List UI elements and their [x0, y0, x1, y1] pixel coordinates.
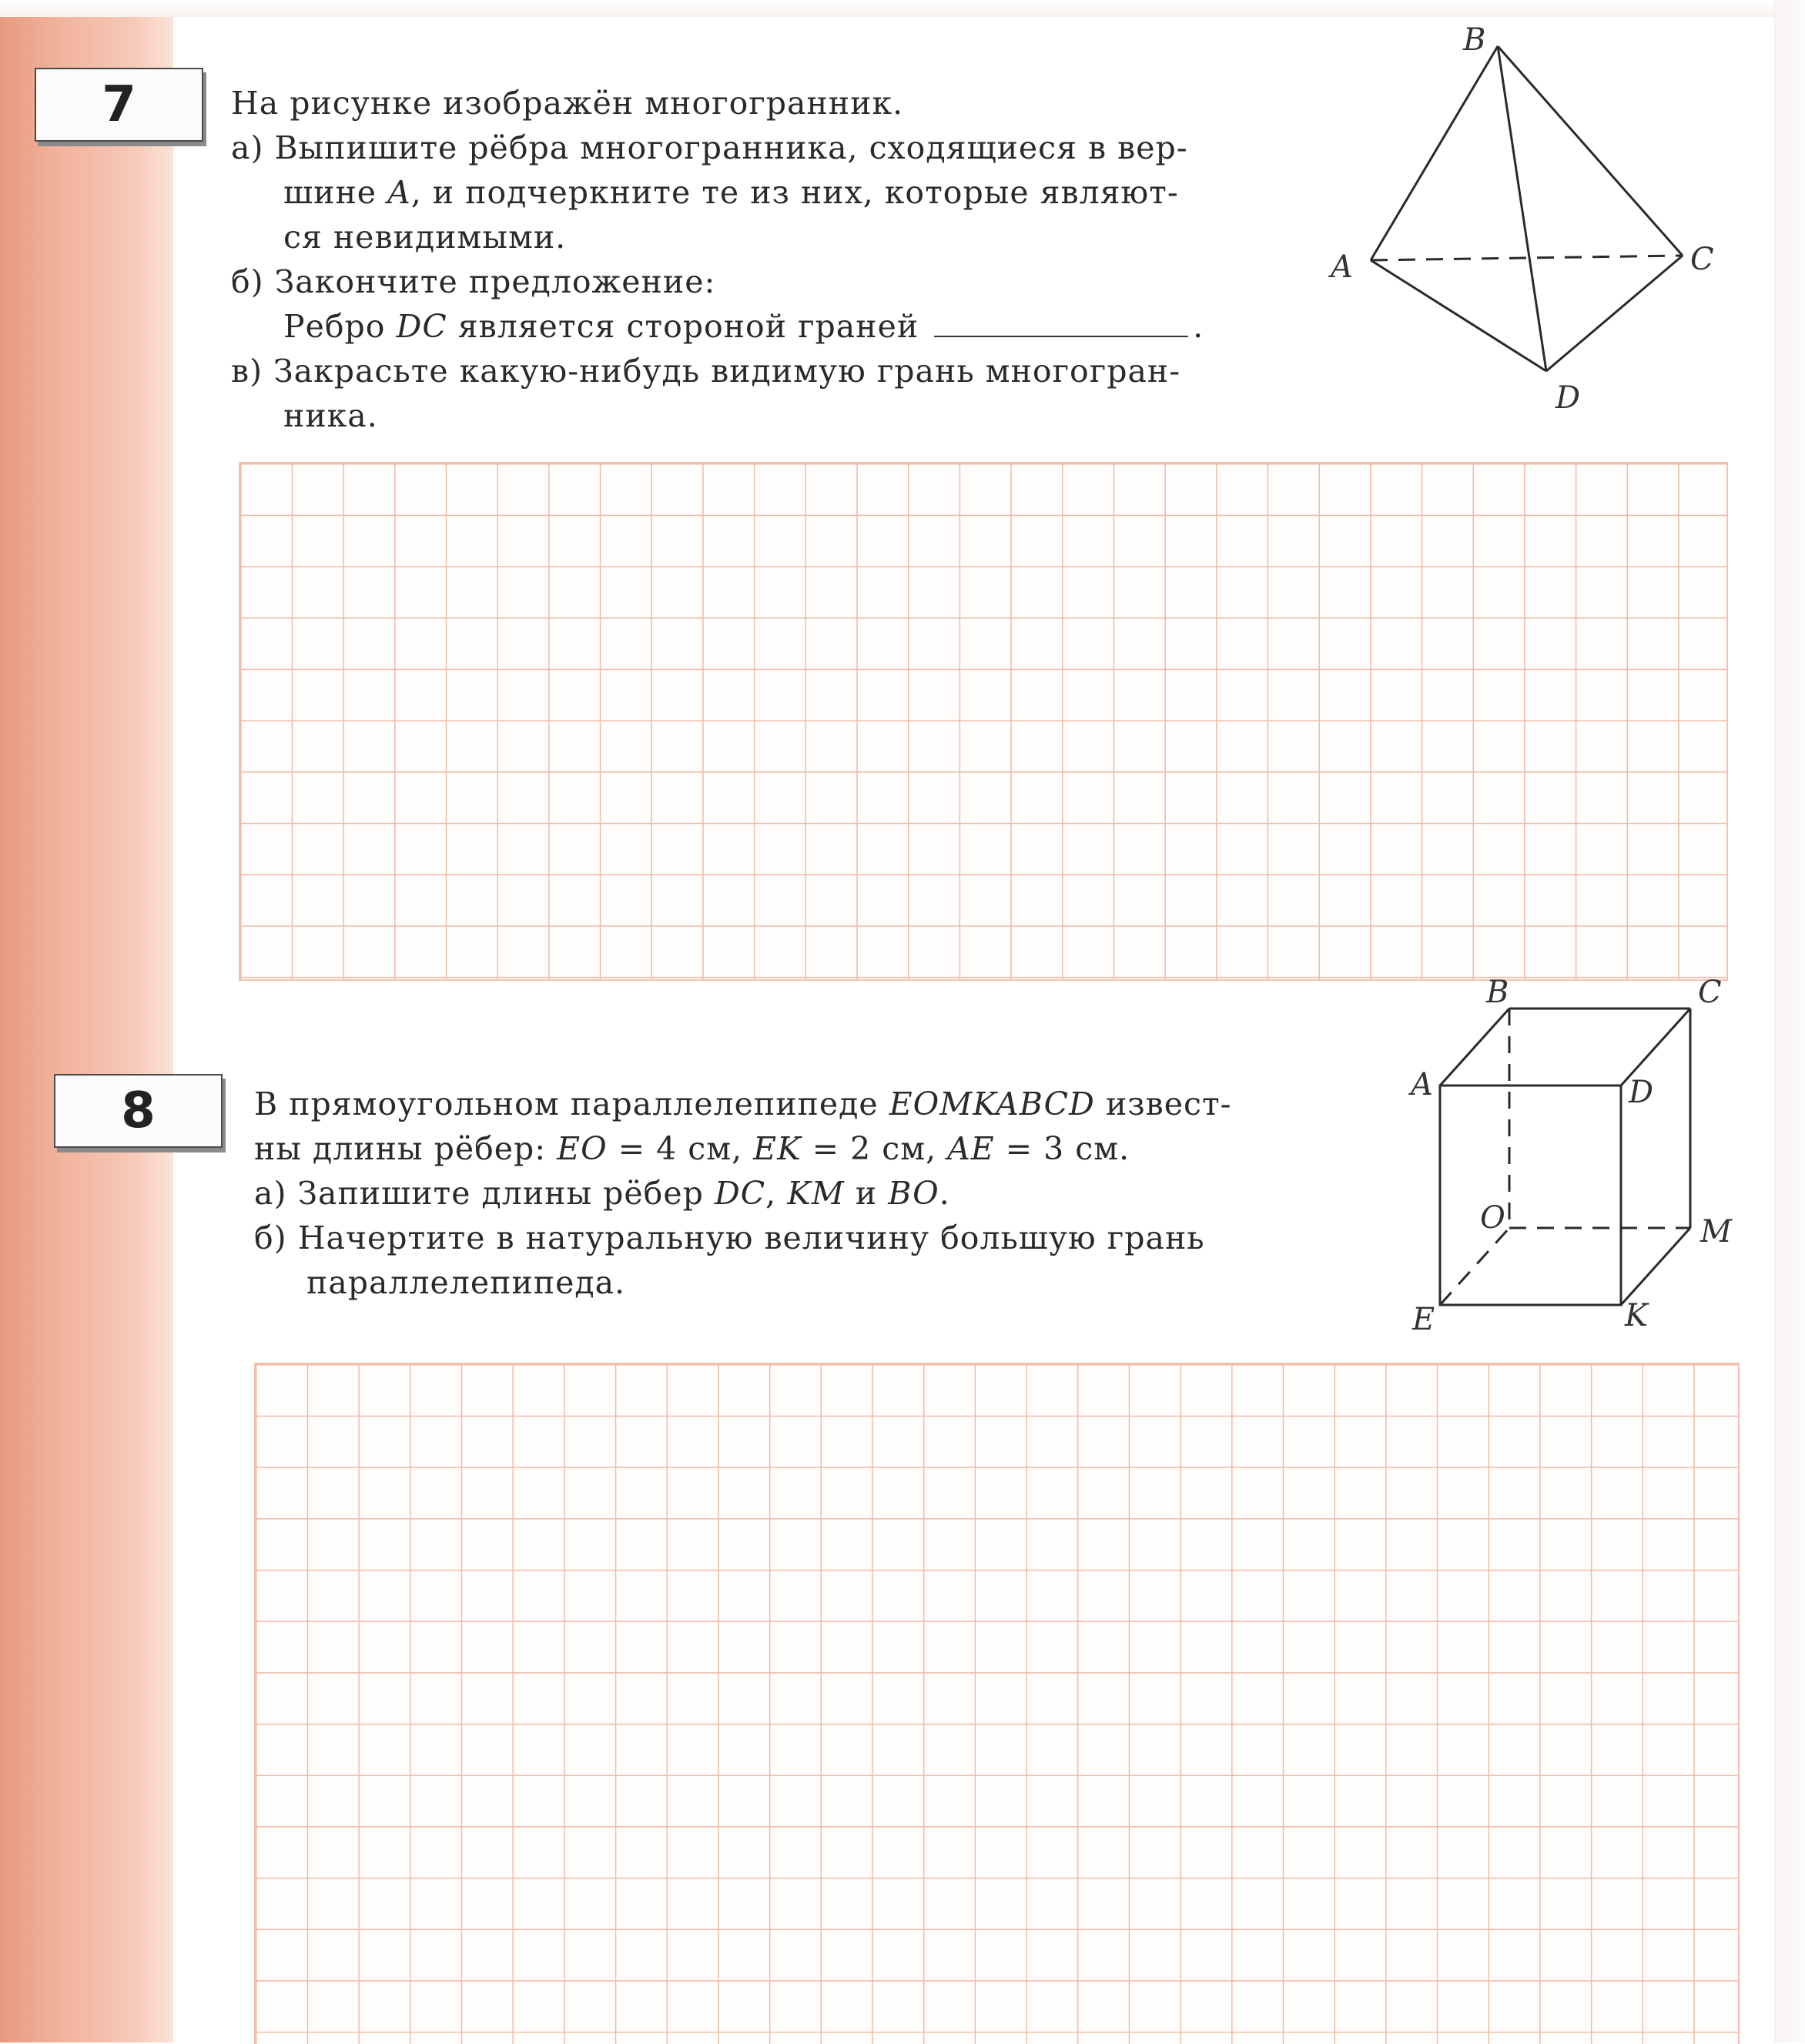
task-7-part-a-line1: а) Выпишите рёбра многогранника, сходящиеся в вер-: [231, 129, 1188, 166]
edge-cd: [1546, 256, 1683, 371]
task-7-part-c-line2: ника.: [283, 397, 378, 434]
vertex-d-label: D: [1556, 380, 1581, 416]
task-8-part-b-line1: б) Начертите в натуральную величину большую грань: [254, 1219, 1205, 1256]
task-8-part-a: а) Запишите длины рёбер DC, KM и BO.: [254, 1175, 950, 1212]
page-top-edge: [0, 0, 1805, 17]
vertex-m-label: M: [1700, 1214, 1732, 1249]
edge-ad: [1371, 260, 1546, 371]
task-8-part-b-line2: параллелепипеда.: [306, 1264, 626, 1301]
page-left-margin: [0, 0, 173, 2042]
task-7-part-b-line2: Ребро DC является стороной граней .: [283, 308, 1204, 345]
answer-grid-task-7[interactable]: [239, 462, 1728, 981]
task-8-line2: ны длины рёбер: EO = 4 см, EK = 2 см, AE = 3 см.: [254, 1130, 1130, 1167]
vertex-a-label: A: [387, 174, 411, 211]
task-7-part-a-line2: шине A, и подчеркните те из них, которые являют-: [283, 174, 1179, 211]
task-7-intro: На рисунке изображён многогранник.: [231, 85, 904, 122]
vertex-b-label: B: [1486, 978, 1509, 1010]
edge-ac-hidden: [1371, 256, 1683, 260]
page-right-edge: [1774, 0, 1805, 2042]
vertex-a-label: A: [1411, 1067, 1433, 1102]
edge-bd: [1498, 46, 1546, 371]
edge-ba: [1371, 46, 1498, 260]
task-8-number: 8: [54, 1074, 223, 1148]
task-7-part-a-line3: ся невидимыми.: [283, 219, 567, 256]
solid-name: EOMKABCD: [889, 1086, 1095, 1122]
task-7-text: [231, 81, 1204, 438]
task-8-text: [254, 1082, 1232, 1305]
tetrahedron-figure: [1324, 15, 1725, 416]
answer-blank[interactable]: [934, 335, 1188, 337]
vertex-d-label: D: [1629, 1075, 1654, 1110]
edge-dc: [1621, 1009, 1690, 1086]
vertex-c-label: C: [1690, 242, 1714, 277]
edge-dc-label: DC: [396, 308, 447, 345]
task-8-line1: В прямоугольном параллелепипеде EOMKABCD извест-: [254, 1086, 1232, 1122]
task-7-part-b-line1: б) Закончите предложение:: [231, 263, 716, 300]
front-face: [1440, 1086, 1621, 1305]
edge-eo-hidden: [1440, 1228, 1509, 1305]
vertex-c-label: C: [1698, 978, 1722, 1010]
vertex-a-label: A: [1331, 249, 1353, 285]
edge-ab: [1440, 1009, 1509, 1086]
edge-km: [1621, 1228, 1690, 1305]
vertex-b-label: B: [1463, 22, 1486, 58]
vertex-e-label: E: [1412, 1302, 1435, 1337]
answer-grid-task-8[interactable]: [254, 1363, 1740, 2044]
vertex-k-label: K: [1625, 1298, 1648, 1333]
task-7-number: 7: [35, 68, 203, 142]
task-7-part-c-line1: в) Закрасьте какую-нибудь видимую грань многогран-: [231, 353, 1181, 390]
parallelepiped-figure: [1394, 978, 1756, 1340]
vertex-o-label: O: [1480, 1200, 1505, 1236]
